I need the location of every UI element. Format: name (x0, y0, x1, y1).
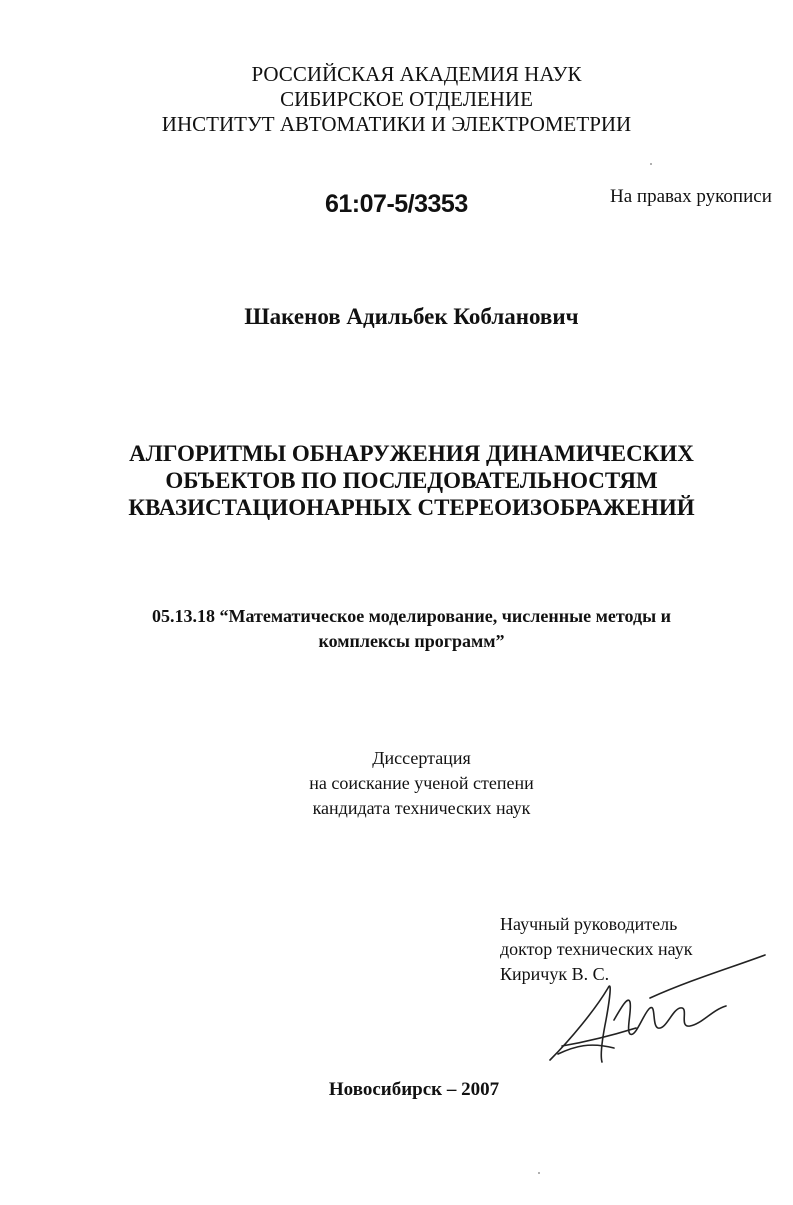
scan-speck (538, 1172, 540, 1174)
author-name: Шакенов Адильбек Кобланович (244, 304, 579, 329)
catalog-number: 61:07-5/3353 (325, 190, 468, 218)
org-line-branch: СИБИРСКОЕ ОТДЕЛЕНИЕ (280, 87, 533, 111)
title-line-2: ОБЪЕКТОВ ПО ПОСЛЕДОВАТЕЛЬНОСТЯМ (165, 468, 658, 493)
degree-line-3: кандидата технических наук (312, 798, 531, 818)
degree-line-2: на соискание ученой степени (309, 773, 534, 793)
title-line-1: АЛГОРИТМЫ ОБНАРУЖЕНИЯ ДИНАМИЧЕСКИХ (129, 441, 694, 466)
scan-speck (650, 163, 652, 165)
title-line-3: КВАЗИСТАЦИОНАРНЫХ СТЕРЕОИЗОБРАЖЕНИЙ (128, 495, 695, 520)
advisor-degree: доктор технических наук (500, 939, 693, 959)
advisor-role: Научный руководитель (500, 914, 678, 934)
dissertation-title (0, 440, 793, 521)
advisor-name: Киричук В. С. (500, 964, 610, 984)
org-line-institute: ИНСТИТУТ АВТОМАТИКИ И ЭЛЕКТРОМЕТРИИ (161, 112, 632, 136)
specialty-code (0, 604, 793, 654)
rights-notice: На правах рукописи (610, 186, 772, 207)
specialty-line-2: комплексы программ” (318, 631, 505, 651)
org-line-academy: РОССИЙСКАЯ АКАДЕМИЯ НАУК (251, 62, 582, 86)
city-year: Новосибирск – 2007 (328, 1079, 500, 1100)
organization-header (0, 62, 793, 137)
specialty-line-1: 05.13.18 “Математическое моделирование, численные методы и (151, 606, 672, 626)
advisor-signature (540, 950, 770, 1070)
degree-line-1: Диссертация (372, 748, 471, 768)
degree-statement (0, 746, 793, 821)
